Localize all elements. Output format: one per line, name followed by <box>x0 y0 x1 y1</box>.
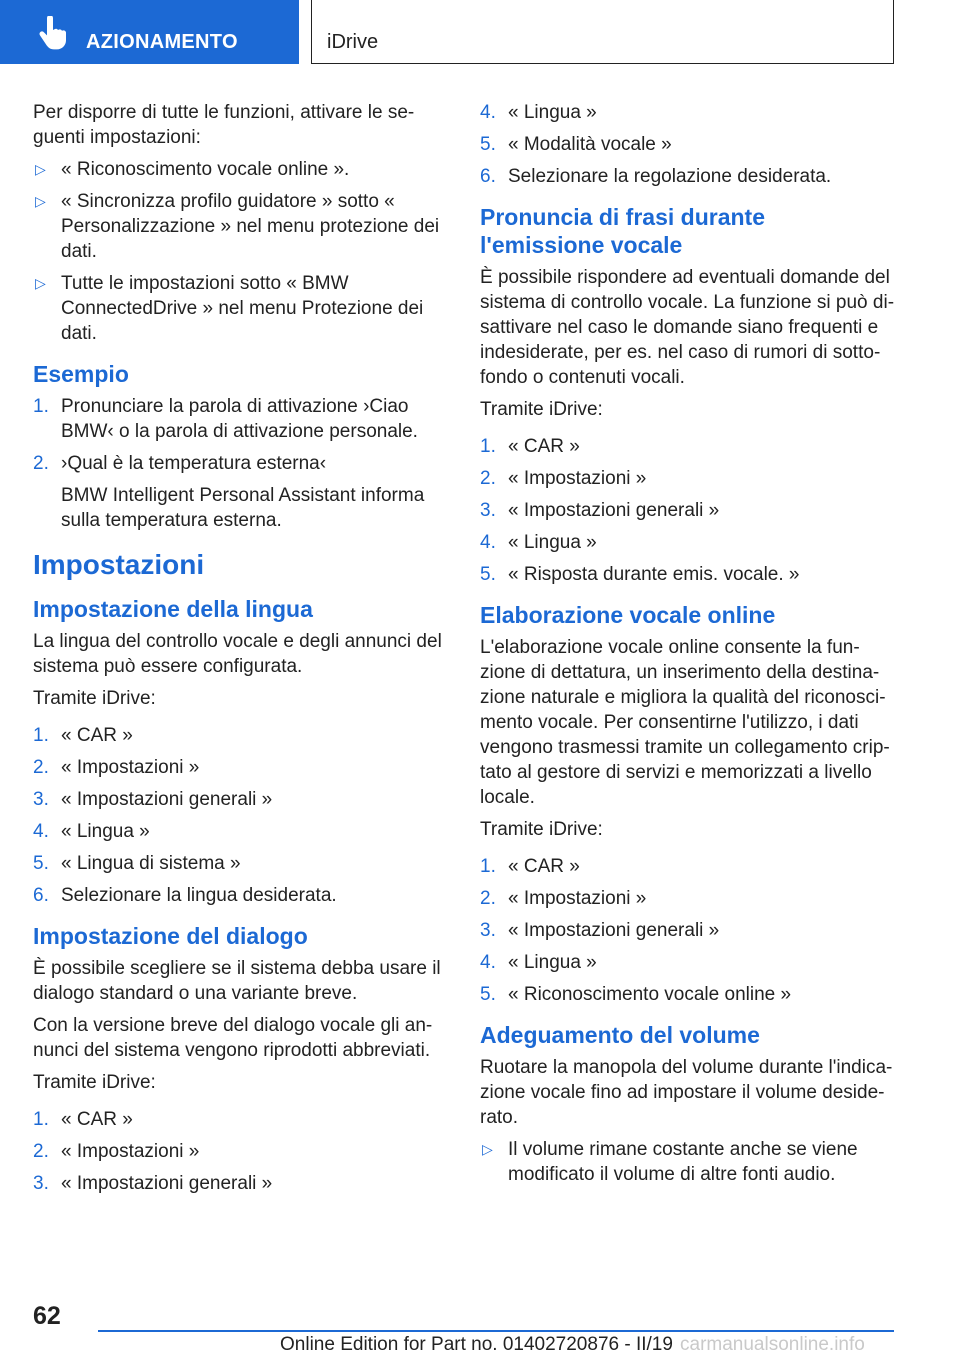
online-steps <box>480 854 895 1007</box>
online-via: Tramite iDrive: <box>480 819 603 840</box>
list-item: 1. « CAR » <box>33 1109 133 1130</box>
list-item: 4. « Lingua » <box>480 952 597 973</box>
triangle-bullet-icon: ▷ <box>482 1141 493 1157</box>
list-item: 2. « Impostazioni » <box>480 468 647 489</box>
list-item: 4. « Lingua » <box>480 532 597 553</box>
list-item: 4. « Lingua » <box>33 821 150 842</box>
list-item: 1. « CAR » <box>33 725 133 746</box>
online-heading: Elaborazione vocale online <box>480 602 776 628</box>
example-heading: Esempio <box>33 361 129 387</box>
list-item: 5. « Riconoscimento vocale online » <box>480 984 792 1005</box>
dialog-steps <box>33 1107 448 1196</box>
list-item: 3. « Impostazioni generali » <box>480 500 720 521</box>
list-item: 1. « CAR » <box>480 436 580 457</box>
page-number: 62 <box>33 1302 61 1330</box>
language-heading: Impostazione della lingua <box>33 596 313 622</box>
list-item: 1. « CAR » <box>480 856 580 877</box>
dialog-heading: Impostazione del dialogo <box>33 923 308 949</box>
list-item: 3. « Impostazioni generali » <box>33 1173 273 1194</box>
list-item: ▷ Tutte le impostazioni sotto « BMW ConnectedDrive » nel menu Protezione dei dati. <box>35 273 424 344</box>
list-item: ▷ « Sincronizza profilo guidatore » sotto « Personalizzazione » nel menu protezione dei dati. <box>35 191 440 262</box>
intro-text: Per disporre di tutte le funzioni, attivare le seguenti impostazioni: <box>33 102 415 148</box>
pronounce-via: Tramite iDrive: <box>480 399 603 420</box>
list-item: 4. « Lingua » <box>480 102 597 123</box>
chapter-box <box>311 0 894 64</box>
list-item: 6. Selezionare la regolazione desiderata. <box>480 166 832 187</box>
language-steps <box>33 723 448 908</box>
pronounce-heading: Pronuncia di frasi durante l'emissione vocale <box>480 204 765 258</box>
dialog-text-2: Con la versione breve del dialogo vocale gli annunci del sistema vengono riprodotti abbreviati. <box>33 1015 433 1061</box>
triangle-bullet-icon: ▷ <box>35 161 46 177</box>
hand-pointer-icon <box>38 16 68 50</box>
list-item: 1. Pronunciare la parola di attivazione ›Ciao BMW‹ o la parola di attivazione personale. <box>33 396 418 442</box>
watermark: carmanualsonline.info <box>680 1334 865 1355</box>
section-tab <box>0 0 299 64</box>
volume-notes <box>480 1137 895 1187</box>
chapter-label: iDrive <box>327 31 379 53</box>
requirements-list <box>33 157 448 346</box>
list-item: 2. « Impostazioni » <box>480 888 647 909</box>
list-item: 2. « Impostazioni » <box>33 1141 200 1162</box>
list-item: ▷ « Riconoscimento vocale online ». <box>35 159 350 180</box>
pronounce-steps <box>480 434 895 587</box>
example-steps <box>33 394 448 476</box>
dialog-text-1: È possibile scegliere se il sistema debba usare il dialogo standard o una variante breve. <box>33 958 441 1004</box>
list-item: 3. « Impostazioni generali » <box>480 920 720 941</box>
triangle-bullet-icon: ▷ <box>35 275 46 291</box>
volume-heading: Adeguamento del volume <box>480 1022 760 1048</box>
list-item: 2. ›Qual è la temperatura esterna‹ <box>33 453 327 474</box>
section-label: AZIONAMENTO <box>86 31 238 53</box>
list-item: 2. « Impostazioni » <box>33 757 200 778</box>
footer-rule <box>98 1330 894 1332</box>
example-note: BMW Intelligent Personal Assistant informa sulla temperatura esterna. <box>61 485 425 531</box>
pronounce-text: È possibile rispondere ad eventuali domande del sistema di controllo vocale. La funzione si può disattivare nel caso le domande siano frequenti e indesiderate, per es. nel caso di rumori di sottofondo o contenuti vocali. <box>480 267 895 388</box>
settings-heading: Impostazioni <box>33 549 205 580</box>
list-item: 3. « Impostazioni generali » <box>33 789 273 810</box>
language-via: Tramite iDrive: <box>33 688 156 709</box>
list-item: 5. « Risposta durante emis. vocale. » <box>480 564 800 585</box>
list-item: ▷ Il volume rimane costante anche se viene modificato il volume di altre fonti audio. <box>482 1139 858 1185</box>
online-text: L'elaborazione vocale online consente la funzione di dettatura, un inserimento della destinazione naturale e migliora la qualità del riconoscimento vocale. Per consentirne l'utilizzo, i dati vengono trasmessi tramite un collegamento criptato al gestore di servizi e memorizzati a livello locale. <box>480 637 890 808</box>
dialog-steps-continued <box>480 100 895 189</box>
triangle-bullet-icon: ▷ <box>35 193 46 209</box>
volume-text: Ruotare la manopola del volume durante l'indicazione vocale fino ad impostare il volume desiderato. <box>480 1057 893 1128</box>
edition-text: Online Edition for Part no. 01402720876 - II/19 <box>280 1334 673 1355</box>
language-text: La lingua del controllo vocale e degli annunci del sistema può essere configurata. <box>33 631 442 677</box>
list-item: 5. « Modalità vocale » <box>480 134 672 155</box>
list-item: 5. « Lingua di sistema » <box>33 853 241 874</box>
dialog-via: Tramite iDrive: <box>33 1072 156 1093</box>
left-column <box>33 100 448 1203</box>
list-item: 6. Selezionare la lingua desiderata. <box>33 885 337 906</box>
right-column <box>480 100 895 1194</box>
